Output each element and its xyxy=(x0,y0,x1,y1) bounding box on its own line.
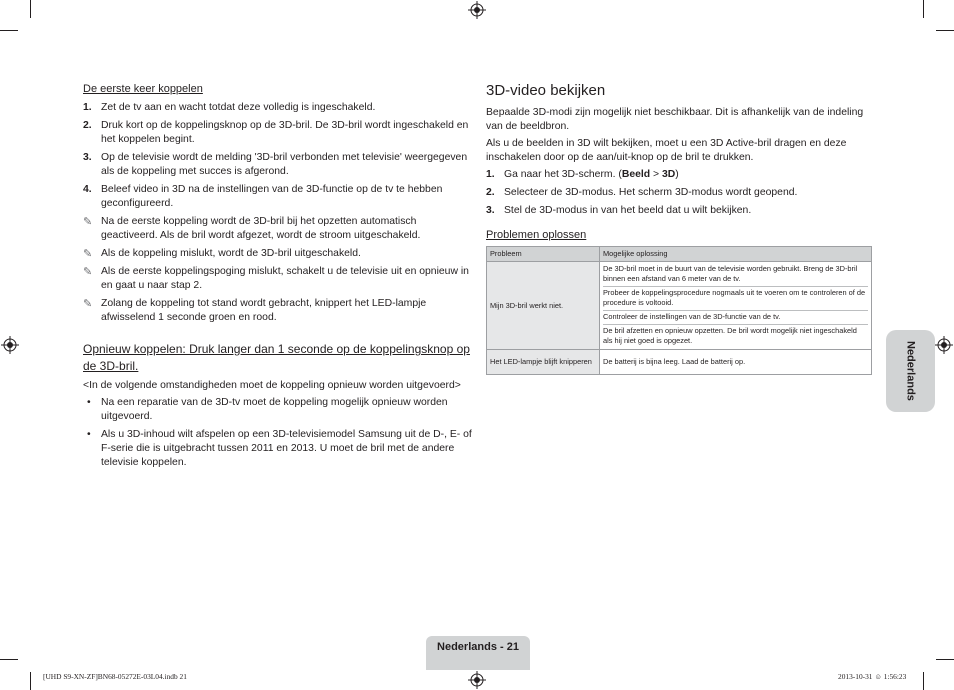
table-header-row xyxy=(487,247,872,262)
crop-mark xyxy=(30,672,31,690)
step-text: Ga naar het 3D-scherm. ( xyxy=(504,169,622,180)
table-row xyxy=(487,350,872,375)
menu-path-3d: 3D xyxy=(661,169,676,180)
solution-line: De 3D-bril moet in de buurt van de televisie worden gebruikt. Breng de 3D-bril binnen een afstand van 6 meter van de tv. xyxy=(603,263,868,287)
list-item xyxy=(83,396,475,424)
paragraph: Bepaalde 3D-modi zijn mogelijk niet beschikbaar. Dit is afhankelijk van de indeling van de beeldbron. xyxy=(486,107,864,132)
pencil-icon: ✎ xyxy=(83,216,93,228)
step-text: Beleef video in 3D na de instellingen van de 3D-functie op de tv te hebben geconfigureerd. xyxy=(101,184,443,209)
step-number: 1. xyxy=(486,169,495,180)
repair-bullets xyxy=(83,396,475,470)
crop-mark xyxy=(30,0,31,18)
solution-line: Probeer de koppelingsprocedure nogmaals uit te voeren om te controleren of de procedure is voltooid. xyxy=(603,287,868,311)
solution-line: Controleer de instellingen van de 3D-functie van de tv. xyxy=(603,311,868,325)
column-header-solution: Mogelijke oplossing xyxy=(600,247,872,262)
footer-timestamp: 2013-10-31 ☺ 1:56:23 xyxy=(838,672,907,681)
note-item xyxy=(83,297,475,325)
step-number: 4. xyxy=(83,184,92,195)
step-number: 2. xyxy=(83,120,92,131)
solution-cell xyxy=(600,350,872,375)
step-text: Op de televisie wordt de melding '3D-bril verbonden met televisie' weergegeven als de koppeling met succes is afgerond. xyxy=(101,152,468,177)
crop-mark xyxy=(936,30,954,31)
step-number: 3. xyxy=(486,205,495,216)
list-item xyxy=(486,204,872,218)
crop-mark xyxy=(0,659,18,660)
step-text-end: ) xyxy=(675,169,679,180)
list-item xyxy=(83,151,475,179)
list-item xyxy=(83,183,475,211)
step-number: 1. xyxy=(83,102,92,113)
solution-cell xyxy=(600,262,872,350)
list-item xyxy=(83,428,475,470)
trouble-heading: Problemen oplossen xyxy=(486,229,587,241)
menu-path-picture: Beeld xyxy=(621,169,651,180)
bullet-text: Als u 3D-inhoud wilt afspelen op een 3D-televisiemodel Samsung uit de D-, E- of F-serie die is uitgebracht tussen 2011 en 2013. U moet de bril met de andere televisie koppelen. xyxy=(101,429,472,468)
list-item xyxy=(486,168,872,182)
right-column xyxy=(486,82,872,375)
left-column xyxy=(83,82,475,474)
registration-mark-icon xyxy=(468,671,486,689)
pairing-steps xyxy=(83,101,475,211)
list-item xyxy=(486,186,872,200)
note-text: Zolang de koppeling tot stand wordt gebracht, knippert het LED-lampje afwisselend 1 seconde groen en rood. xyxy=(101,298,427,323)
section-title: 3D-video bekijken xyxy=(486,82,606,99)
note-item xyxy=(83,265,475,293)
page-number-badge xyxy=(426,636,530,670)
language-tab xyxy=(886,330,935,412)
bullet-icon: • xyxy=(87,397,91,408)
footer-file-info: [UHD S9-XN-ZF]BN68-05272E-03L04.indb 21 xyxy=(43,672,187,681)
crop-mark xyxy=(923,672,924,690)
repair-intro: <In de volgende omstandigheden moet de koppeling opnieuw worden uitgevoerd> xyxy=(83,380,461,391)
step-text: Stel de 3D-modus in van het beeld dat u wilt bekijken. xyxy=(504,205,752,216)
step-text: Druk kort op de koppelingsknop op de 3D-bril. De 3D-bril wordt ingeschakeld en het koppelen begint. xyxy=(101,120,469,145)
solution-line: De bril afzetten en opnieuw opzetten. De bril wordt mogelijk niet ingeschakeld als hij niet goed is opgezet. xyxy=(603,326,857,345)
list-item xyxy=(83,119,475,147)
crop-mark xyxy=(936,659,954,660)
view-steps xyxy=(486,168,872,218)
note-text: Als de eerste koppelingspoging mislukt, schakelt u de televisie uit en opnieuw in en gaat u naar stap 2. xyxy=(101,266,469,291)
note-text: Na de eerste koppeling wordt de 3D-bril bij het opzetten automatisch geactiveerd. Als de bril wordt afgezet, wordt de stroom uitgeschakeld. xyxy=(101,216,421,241)
bullet-text: Na een reparatie van de 3D-tv moet de koppeling mogelijk opnieuw worden uitgevoerd. xyxy=(101,397,448,422)
step-number: 2. xyxy=(486,187,495,198)
table-row xyxy=(487,262,872,350)
note-item xyxy=(83,247,475,261)
column-header-problem: Probleem xyxy=(487,247,600,262)
language-tab-label: Nederlands xyxy=(904,341,917,401)
note-text: Als de koppeling mislukt, wordt de 3D-bril uitgeschakeld. xyxy=(101,248,361,259)
pairing-heading: De eerste keer koppelen xyxy=(83,83,203,95)
registration-mark-icon xyxy=(468,1,486,19)
page-number-label: Nederlands - 21 xyxy=(437,641,519,653)
crop-mark xyxy=(923,0,924,18)
step-text: Selecteer de 3D-modus. Het scherm 3D-modus wordt geopend. xyxy=(504,187,798,198)
problem-cell: Het LED-lampje blijft knipperen xyxy=(487,350,600,375)
pencil-icon: ✎ xyxy=(83,298,93,310)
problem-cell: Mijn 3D-bril werkt niet. xyxy=(487,262,600,350)
paragraph: Als u de beelden in 3D wilt bekijken, moet u een 3D Active-bril dragen en deze inschakelen door op de aan/uit-knop op de bril te drukken. xyxy=(486,138,847,163)
registration-mark-icon xyxy=(1,336,19,354)
step-number: 3. xyxy=(83,152,92,163)
note-item xyxy=(83,215,475,243)
pencil-icon: ✎ xyxy=(83,266,93,278)
step-text: Zet de tv aan en wacht totdat deze volledig is ingeschakeld. xyxy=(101,102,376,113)
list-item xyxy=(83,101,475,115)
troubleshooting-table xyxy=(486,246,872,375)
pencil-icon: ✎ xyxy=(83,248,93,260)
solution-line: De batterij is bijna leeg. Laad de batterij op. xyxy=(603,357,746,366)
crop-mark xyxy=(0,30,18,31)
menu-path-separator: > xyxy=(650,169,662,180)
registration-mark-icon xyxy=(935,336,953,354)
bullet-icon: • xyxy=(87,429,91,440)
repair-heading: Opnieuw koppelen: Druk langer dan 1 seconde op de koppelingsknop op de 3D-bril. xyxy=(83,342,470,373)
